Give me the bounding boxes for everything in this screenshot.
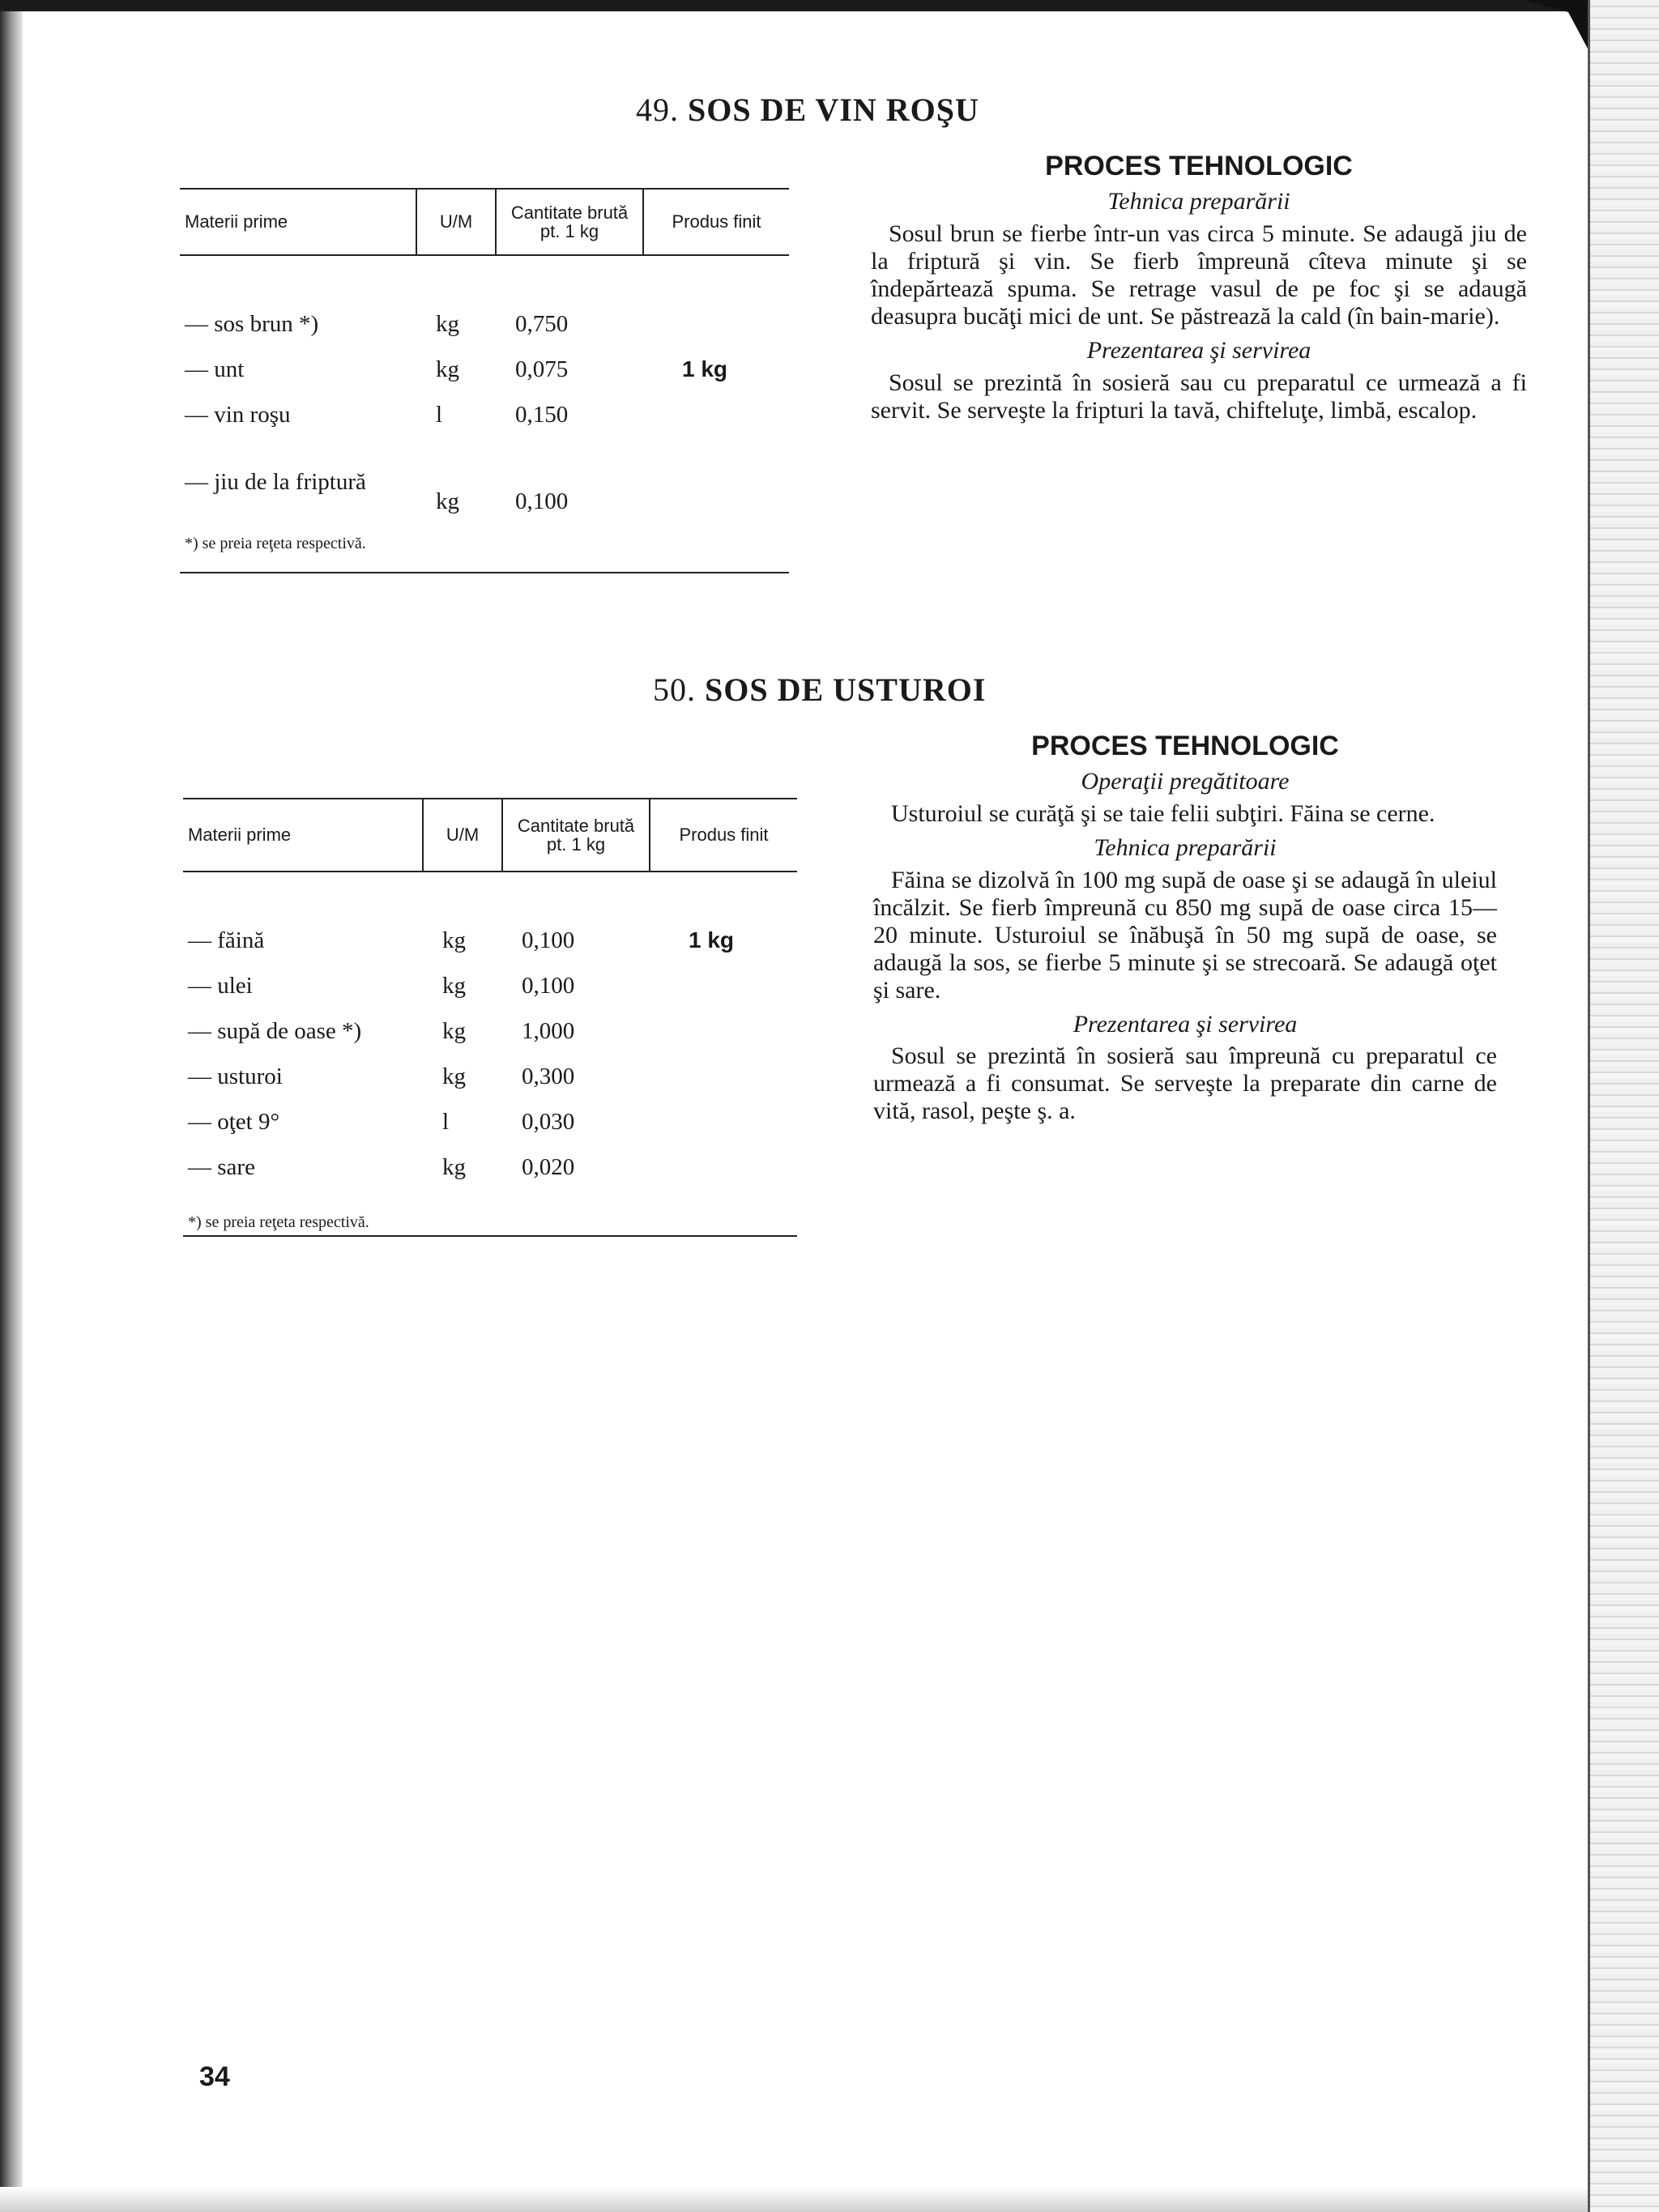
- col-header-quantity: Cantitate brută pt. 1 kg: [496, 189, 643, 255]
- finished-cell: [650, 963, 797, 1008]
- col-header-unit: U/M: [416, 189, 496, 255]
- finished-cell: 1 kg: [682, 356, 728, 381]
- section-heading: Tehnica preparării: [1094, 834, 1277, 862]
- col-header-materials: Materii prime: [180, 189, 416, 255]
- process-section: [873, 731, 1497, 1125]
- recipe-number: 49.: [636, 92, 679, 128]
- process-title: PROCES TEHNOLOGIC: [1045, 151, 1353, 181]
- col-header-materials: Materii prime: [183, 799, 423, 872]
- recipe-number: 50.: [653, 671, 696, 708]
- unit-cell: kg: [436, 488, 459, 514]
- quantity-cell: 0,300: [522, 1063, 575, 1089]
- quantity-cell: 0,075: [515, 356, 569, 382]
- section-heading: Tehnica preparării: [1107, 188, 1290, 215]
- finished-cell: [650, 1008, 797, 1054]
- unit-cell: l: [436, 401, 443, 428]
- recipe-title: [636, 91, 979, 129]
- finished-cell: [643, 437, 789, 526]
- ingredients-table: [180, 188, 789, 573]
- process-section: [871, 151, 1527, 424]
- table-row: [180, 347, 789, 392]
- process-title: PROCES TEHNOLOGIC: [1031, 731, 1339, 761]
- recipe-name: SOS DE VIN ROŞU: [688, 92, 979, 128]
- table-row: [180, 437, 789, 526]
- unit-cell: kg: [442, 1153, 466, 1180]
- table-footnote: *) se preia reţeta respectivă.: [188, 1213, 369, 1231]
- section-text: Sosul se prezintă în sosieră sau cu preparatul ce urmează a fi servit. Se serveşte la fripturi la tavă, chifteluţe, limbă, escalop.: [871, 369, 1527, 424]
- finished-cell: 1 kg: [689, 927, 735, 953]
- quantity-cell: 0,150: [515, 401, 569, 428]
- quantity-cell: 1,000: [522, 1017, 575, 1044]
- material-cell: — făină: [188, 927, 265, 953]
- quantity-cell: 0,100: [515, 488, 569, 514]
- table-row: [180, 392, 789, 437]
- col-header-quantity: Cantitate brută pt. 1 kg: [502, 799, 650, 872]
- section-text: Sosul brun se fierbe într-un vas circa 5 minute. Se adaugă jiu de la friptură şi vin. Se fierb împreună cîteva minute şi se îndepărtează spuma. Se retrage vasul de pe foc şi se adaugă deasupra bucăţi mici de unt. Se păstrează la cald (în bain-marie).: [871, 220, 1527, 330]
- quantity-cell: 0,750: [515, 310, 569, 337]
- table-row: [183, 918, 797, 963]
- section-text: Făina se dizolvă în 100 mg supă de oase şi se adaugă în uleiul încălzit. Se fierb împreună cu 850 mg supă de oase circa 15—20 minute. Usturoiul se înăbuşă în 50 mg supă de oase, se adaugă la sos, se fierbe 5 minute şi se strecoară. Se adaugă oţet şi sare.: [873, 867, 1497, 1004]
- table-row: [183, 1099, 797, 1144]
- section-text: Sosul se prezintă în sosieră sau împreună cu preparatul ce urmează a fi consumat. Se serveşte la preparate din carne de vită, rasol, peşte ş. a.: [873, 1042, 1497, 1125]
- section-text: Usturoiul se curăţă şi se taie felii subţiri. Făina se cerne.: [891, 800, 1435, 828]
- unit-cell: kg: [436, 310, 459, 337]
- unit-cell: kg: [442, 927, 466, 953]
- material-cell: — unt: [185, 356, 245, 382]
- col-header-finished: Produs finit: [650, 799, 797, 872]
- table-row: [183, 963, 797, 1008]
- quantity-cell: 0,100: [522, 972, 575, 999]
- finished-cell: [650, 1144, 797, 1190]
- unit-cell: l: [442, 1108, 450, 1135]
- unit-cell: kg: [442, 1063, 466, 1089]
- material-cell: — sare: [188, 1153, 255, 1180]
- recipe-name: SOS DE USTUROI: [705, 671, 987, 708]
- scan-bottom-edge: [0, 2187, 1588, 2212]
- table-row: [183, 1054, 797, 1099]
- quantity-cell: 0,020: [522, 1153, 575, 1180]
- section-heading: Operaţii pregătitoare: [1081, 768, 1290, 795]
- finished-cell: [643, 301, 789, 347]
- finished-cell: [643, 392, 789, 437]
- material-cell: — usturoi: [188, 1063, 283, 1089]
- scan-left-edge: [0, 0, 23, 2212]
- scan-top-edge: [0, 0, 1588, 11]
- table-row: [183, 1008, 797, 1054]
- material-cell: — supă de oase *): [188, 1017, 362, 1044]
- col-header-finished: Produs finit: [643, 189, 789, 255]
- material-cell: — jiu de la friptură: [185, 468, 366, 495]
- material-cell: — ulei: [188, 972, 253, 999]
- table-row: [183, 1144, 797, 1190]
- section-heading: Prezentarea şi servirea: [1073, 1010, 1298, 1038]
- unit-cell: kg: [442, 972, 466, 999]
- col-header-unit: U/M: [423, 799, 502, 872]
- table-row: [180, 301, 789, 347]
- material-cell: — sos brun *): [185, 310, 319, 337]
- unit-cell: kg: [442, 1017, 466, 1044]
- material-cell: — oţet 9°: [188, 1108, 280, 1135]
- page-number: 34: [199, 2061, 230, 2092]
- unit-cell: kg: [436, 356, 459, 382]
- quantity-cell: 0,030: [522, 1108, 575, 1135]
- material-cell: — vin roşu: [185, 401, 291, 428]
- finished-cell: [650, 1054, 797, 1099]
- adjacent-page-bleed: [1588, 0, 1659, 2212]
- quantity-cell: 0,100: [522, 927, 575, 953]
- finished-cell: [650, 1099, 797, 1144]
- table-footnote: *) se preia reţeta respectivă.: [185, 535, 366, 552]
- section-heading: Prezentarea şi servirea: [1086, 336, 1311, 364]
- ingredients-table: [183, 798, 797, 1237]
- recipe-title: [653, 671, 986, 709]
